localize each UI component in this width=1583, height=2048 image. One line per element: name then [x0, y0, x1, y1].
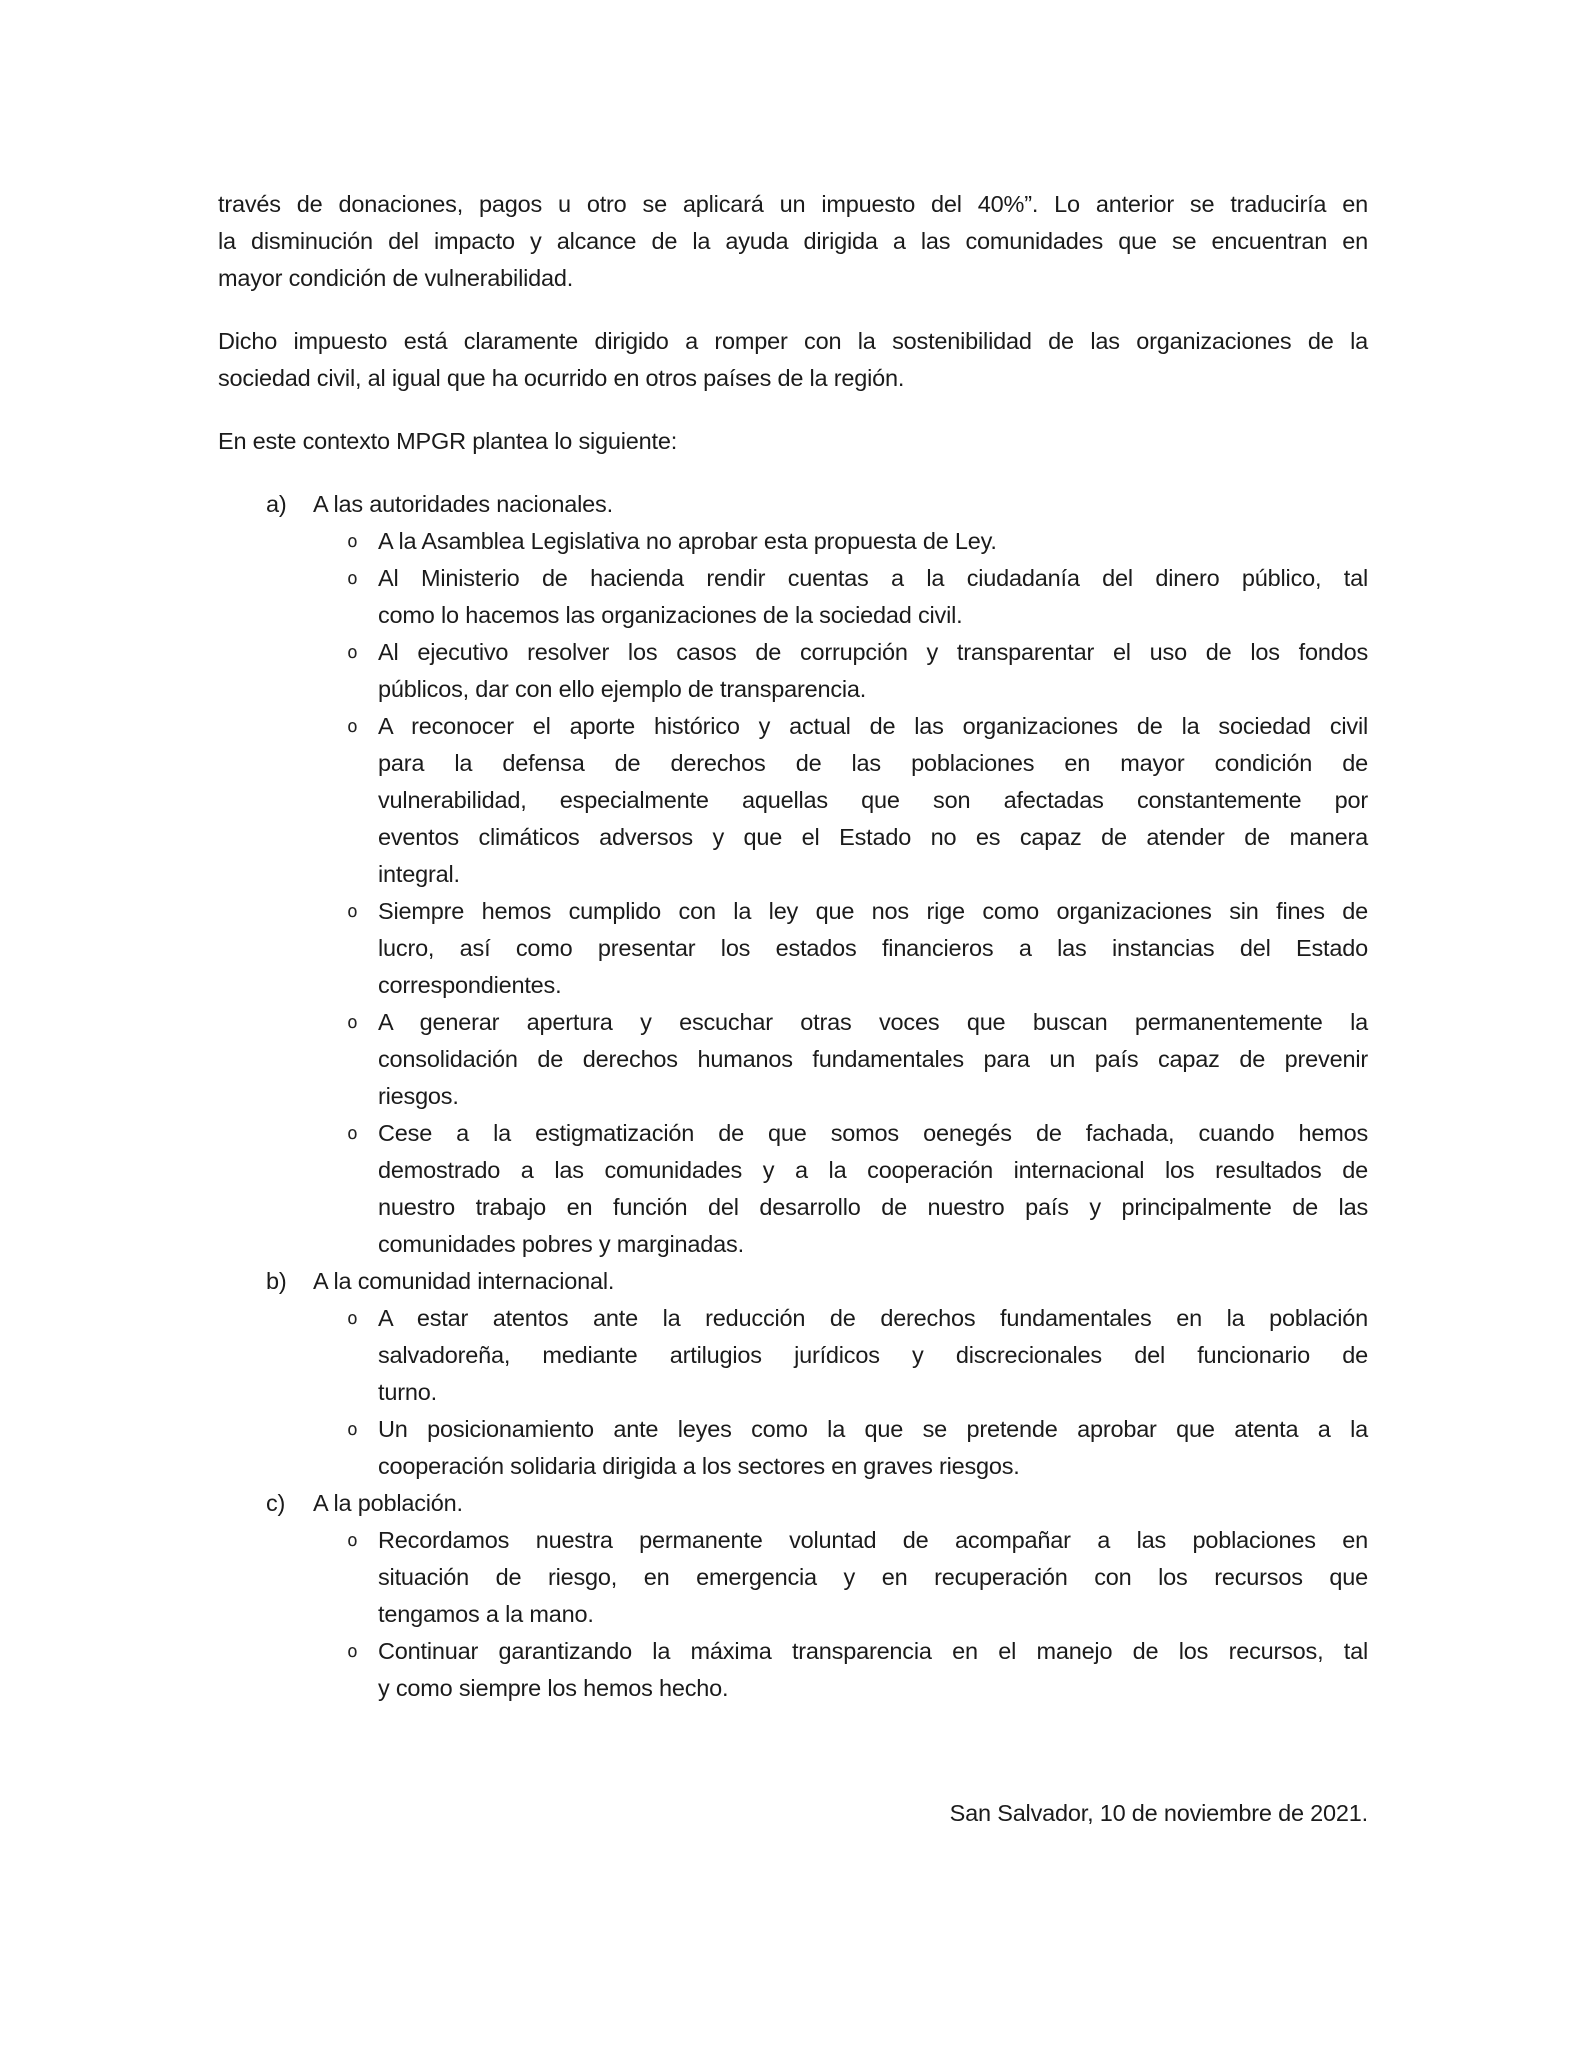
- circle-bullet-marker: o: [347, 642, 358, 663]
- paragraph-line: En este contexto MPGR plantea lo siguiente:: [218, 428, 678, 454]
- bullet-line: eventos climáticos adversos y que el Estado no es capaz de atender de manera: [378, 824, 1368, 850]
- bullet-line: Al Ministerio de hacienda rendir cuentas a la ciudadanía del dinero público, tal: [378, 565, 1368, 591]
- bullet-line: A estar atentos ante la reducción de derechos fundamentales en la población: [378, 1305, 1368, 1331]
- bullet-line: turno.: [378, 1379, 437, 1405]
- bullet-line: A la Asamblea Legislativa no aprobar esta propuesta de Ley.: [378, 528, 997, 554]
- bullet-line: vulnerabilidad, especialmente aquellas que son afectadas constantemente por: [378, 787, 1368, 813]
- section-heading: [218, 1263, 1368, 1300]
- outline-list: [218, 486, 1368, 1707]
- paragraph: [218, 186, 1368, 297]
- bullet-line: Continuar garantizando la máxima transparencia en el manejo de los recursos, tal: [378, 1638, 1368, 1664]
- bullet-line: Al ejecutivo resolver los casos de corrupción y transparentar el uso de los fondos: [378, 639, 1368, 665]
- circle-bullet-marker: o: [347, 716, 358, 737]
- circle-bullet-marker: o: [347, 1123, 358, 1144]
- bullet-line: demostrado a las comunidades y a la cooperación internacional los resultados de: [378, 1157, 1368, 1183]
- bullet-line: Recordamos nuestra permanente voluntad de acompañar a las poblaciones en: [378, 1527, 1368, 1553]
- bullet-item: [218, 1522, 1368, 1633]
- circle-bullet-marker: o: [347, 1012, 358, 1033]
- circle-bullet-marker: o: [347, 1308, 358, 1329]
- paragraph-line: través de donaciones, pagos u otro se aplicará un impuesto del 40%”. Lo anterior se traduciría en: [218, 191, 1368, 217]
- bullet-line: Un posicionamiento ante leyes como la que se pretende aprobar que atenta a la: [378, 1416, 1368, 1442]
- bullet-line: correspondientes.: [378, 972, 562, 998]
- circle-bullet-marker: o: [347, 1641, 358, 1662]
- bullet-item: [218, 560, 1368, 634]
- circle-bullet-marker: o: [347, 1530, 358, 1551]
- section-heading: [218, 486, 1368, 523]
- circle-bullet-marker: o: [347, 568, 358, 589]
- bullet-line: consolidación de derechos humanos fundamentales para un país capaz de prevenir: [378, 1046, 1368, 1072]
- bullet-line: Siempre hemos cumplido con la ley que nos rige como organizaciones sin fines de: [378, 898, 1368, 924]
- bullet-item: [218, 523, 1368, 560]
- bullet-line: lucro, así como presentar los estados financieros a las instancias del Estado: [378, 935, 1368, 961]
- section-marker: a): [266, 491, 287, 517]
- paragraphs-block: [218, 186, 1368, 460]
- section-marker: b): [266, 1268, 287, 1294]
- bullet-line: como lo hacemos las organizaciones de la sociedad civil.: [378, 602, 963, 628]
- section-title: A la población.: [313, 1490, 463, 1516]
- bullet-line: nuestro trabajo en función del desarrollo de nuestro país y principalmente de las: [378, 1194, 1368, 1220]
- section-heading: [218, 1485, 1368, 1522]
- section-title: A las autoridades nacionales.: [313, 491, 613, 517]
- document-content: [218, 186, 1368, 1832]
- bullet-line: comunidades pobres y marginadas.: [378, 1231, 744, 1257]
- section-marker: c): [266, 1490, 286, 1516]
- bullet-item: [218, 893, 1368, 1004]
- bullet-line: para la defensa de derechos de las poblaciones en mayor condición de: [378, 750, 1368, 776]
- closing-date: San Salvador, 10 de noviembre de 2021.: [949, 1800, 1368, 1826]
- bullet-line: A reconocer el aporte histórico y actual de las organizaciones de la sociedad civil: [378, 713, 1368, 739]
- section-title: A la comunidad internacional.: [313, 1268, 615, 1294]
- paragraph: [218, 423, 1368, 460]
- circle-bullet-marker: o: [347, 1419, 358, 1440]
- bullet-line: tengamos a la mano.: [378, 1601, 594, 1627]
- bullet-line: y como siempre los hemos hecho.: [378, 1675, 729, 1701]
- circle-bullet-marker: o: [347, 531, 358, 552]
- bullet-item: [218, 1004, 1368, 1115]
- bullet-line: cooperación solidaria dirigida a los sectores en graves riesgos.: [378, 1453, 1020, 1479]
- paragraph-line: la disminución del impacto y alcance de la ayuda dirigida a las comunidades que se encuentran en: [218, 228, 1368, 254]
- bullet-line: situación de riesgo, en emergencia y en recuperación con los recursos que: [378, 1564, 1368, 1590]
- bullet-line: A generar apertura y escuchar otras voces que buscan permanentemente la: [378, 1009, 1368, 1035]
- bullet-line: salvadoreña, mediante artilugios jurídicos y discrecionales del funcionario de: [378, 1342, 1368, 1368]
- bullet-item: [218, 634, 1368, 708]
- bullet-item: [218, 708, 1368, 893]
- bullet-line: integral.: [378, 861, 460, 887]
- bullet-line: públicos, dar con ello ejemplo de transparencia.: [378, 676, 867, 702]
- paragraph-line: sociedad civil, al igual que ha ocurrido en otros países de la región.: [218, 365, 905, 391]
- bullet-item: [218, 1633, 1368, 1707]
- bullet-item: [218, 1115, 1368, 1263]
- paragraph-line: Dicho impuesto está claramente dirigido a romper con la sostenibilidad de las organizaciones de la: [218, 328, 1368, 354]
- paragraph: [218, 323, 1368, 397]
- bullet-line: Cese a la estigmatización de que somos oenegés de fachada, cuando hemos: [378, 1120, 1368, 1146]
- circle-bullet-marker: o: [347, 901, 358, 922]
- bullet-line: riesgos.: [378, 1083, 459, 1109]
- bullet-item: [218, 1411, 1368, 1485]
- paragraph-line: mayor condición de vulnerabilidad.: [218, 265, 574, 291]
- bullet-item: [218, 1300, 1368, 1411]
